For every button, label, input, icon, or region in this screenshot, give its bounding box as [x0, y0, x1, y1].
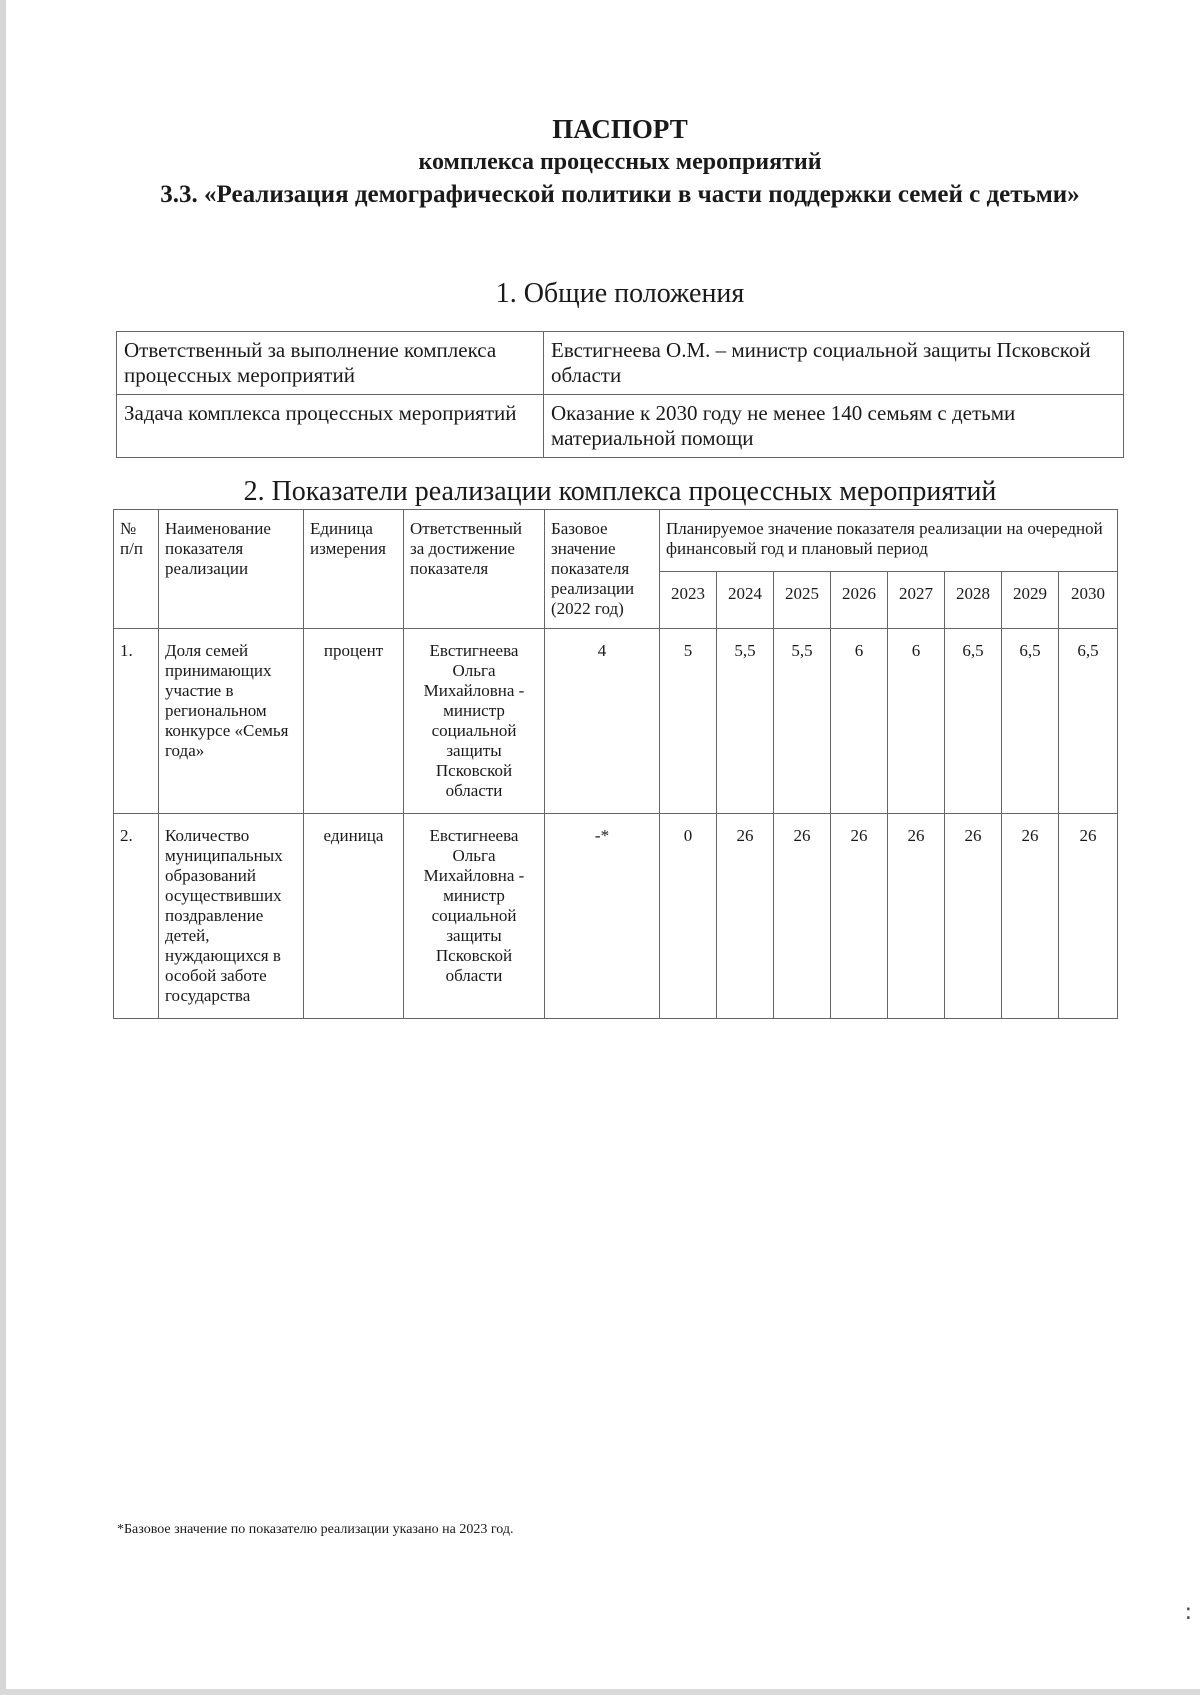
task-label: Задача комплекса процессных мероприятий	[117, 395, 544, 458]
header-year: 2028	[945, 572, 1002, 629]
row-responsible: Евстигнеева Ольга Михайловна - министр социальной защиты Псковской области	[404, 814, 545, 1019]
header-name: Наименование показателя реализации	[159, 510, 304, 629]
header-responsible: Ответственный за достижение показателя	[404, 510, 545, 629]
row-value: 5,5	[774, 629, 831, 814]
header-row	[114, 510, 1118, 572]
row-base: 4	[545, 629, 660, 814]
row-value: 26	[1002, 814, 1059, 1019]
row-value: 6	[888, 629, 945, 814]
row-num: 2.	[114, 814, 159, 1019]
row-value: 26	[1059, 814, 1118, 1019]
header-year: 2025	[774, 572, 831, 629]
row-value: 26	[831, 814, 888, 1019]
header-year: 2026	[831, 572, 888, 629]
scan-edge-marks: :	[1184, 1600, 1192, 1625]
table-row	[117, 332, 1124, 395]
row-value: 6,5	[1059, 629, 1118, 814]
row-unit: единица	[304, 814, 404, 1019]
row-unit: процент	[304, 629, 404, 814]
row-value: 6,5	[1002, 629, 1059, 814]
row-value: 0	[660, 814, 717, 1019]
title-passport: ПАСПОРТ	[552, 114, 688, 144]
row-name: Доля семей принимающих участие в региональном конкурсе «Семья года»	[159, 629, 304, 814]
header-year: 2023	[660, 572, 717, 629]
header-base: Базовое значение показателя реализации (2022 год)	[545, 510, 660, 629]
scan-left-edge	[0, 0, 6, 1695]
table-row	[117, 395, 1124, 458]
header-year: 2027	[888, 572, 945, 629]
section1-heading: 1. Общие положения	[495, 278, 745, 309]
row-value: 26	[888, 814, 945, 1019]
scan-bottom-edge	[0, 1689, 1200, 1695]
header-num: № п/п	[114, 510, 159, 629]
row-num: 1.	[114, 629, 159, 814]
row-value: 26	[945, 814, 1002, 1019]
header-unit: Единица измерения	[304, 510, 404, 629]
header-year: 2030	[1059, 572, 1118, 629]
footnote: *Базовое значение по показателю реализации указано на 2023 год.	[117, 1522, 514, 1537]
row-value: 26	[717, 814, 774, 1019]
row-value: 5,5	[717, 629, 774, 814]
indicators-table	[113, 509, 1118, 1019]
table-row	[114, 814, 1118, 1019]
header-year: 2029	[1002, 572, 1059, 629]
row-value: 6,5	[945, 629, 1002, 814]
title-complex: комплекса процессных мероприятий	[418, 149, 822, 175]
document-title	[120, 112, 1120, 212]
task-value: Оказание к 2030 году не менее 140 семьям с детьми материальной помощи	[544, 395, 1124, 458]
section2-heading: 2. Показатели реализации комплекса процессных мероприятий	[243, 476, 997, 507]
table-row	[114, 629, 1118, 814]
header-year: 2024	[717, 572, 774, 629]
responsible-value: Евстигнеева О.М. – министр социальной защиты Псковской области	[544, 332, 1124, 395]
responsible-label: Ответственный за выполнение комплекса процессных мероприятий	[117, 332, 544, 395]
row-value: 5	[660, 629, 717, 814]
row-value: 26	[774, 814, 831, 1019]
row-base: -*	[545, 814, 660, 1019]
title-program-name: 3.3. «Реализация демографической политики в части поддержки семей с детьми»	[160, 181, 1080, 208]
row-responsible: Евстигнеева Ольга Михайловна - министр социальной защиты Псковской области	[404, 629, 545, 814]
row-name: Количество муниципальных образований осуществивших поздравление детей, нуждающихся в особой заботе государства	[159, 814, 304, 1019]
general-provisions-table	[116, 331, 1124, 458]
header-planned: Планируемое значение показателя реализации на очередной финансовый год и плановый период	[660, 510, 1118, 572]
row-value: 6	[831, 629, 888, 814]
